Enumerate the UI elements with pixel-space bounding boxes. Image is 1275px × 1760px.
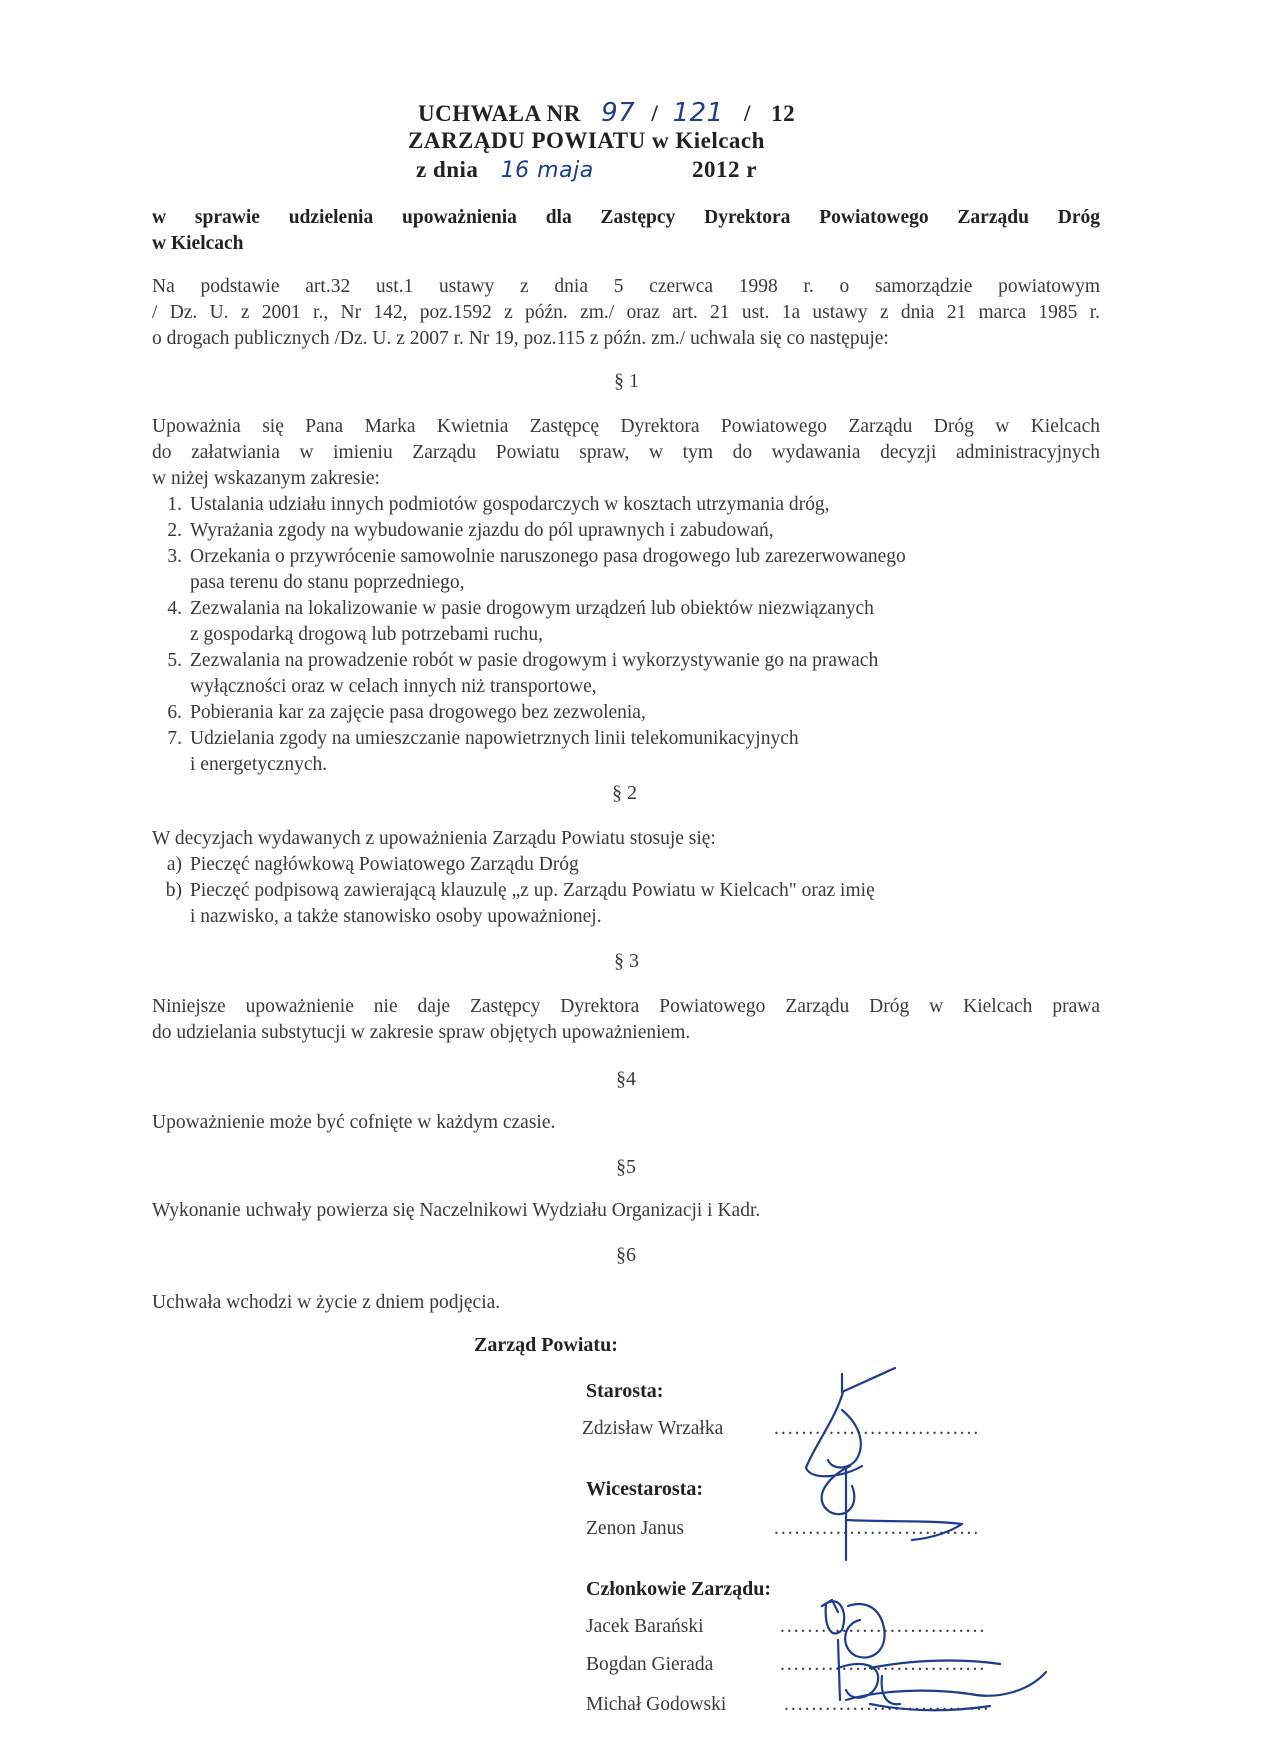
section-4-text: Upoważnienie może być cofnięte w każdym czasie. [152, 1112, 556, 1133]
member-name-1: Jacek Barański [586, 1616, 704, 1637]
list-item-number: 4. [167, 598, 182, 619]
starosta-name: Zdzisław Wrzałka [582, 1418, 724, 1439]
section-6-heading: §6 [616, 1244, 636, 1266]
section-5-heading: §5 [616, 1156, 636, 1178]
section-1-heading: § 1 [614, 370, 639, 392]
separator-2: / [743, 101, 751, 126]
signature-line: .............................. [774, 1518, 981, 1539]
section-2-intro: W decyzjach wydawanych z upoważnienia Zarządu Powiatu stosuje się: [152, 828, 716, 849]
list-item-number: 3. [167, 546, 182, 567]
section-3-heading: § 3 [614, 950, 639, 972]
list-item [152, 596, 874, 622]
date-line [416, 157, 757, 183]
list-item-mark: b) [165, 880, 182, 901]
handwritten-number-2: 121 [672, 98, 724, 128]
list-item-number: 7. [167, 728, 182, 749]
section-6-text: Uchwała wchodzi w życie z dniem podjęcia. [152, 1292, 501, 1313]
list-item [152, 878, 875, 904]
list-item [152, 648, 878, 674]
list-item-text: Orzekania o przywrócenie samowolnie naruszonego pasa drogowego lub zarezerwowanego [190, 546, 906, 567]
list-item-continuation: pasa terenu do stanu poprzedniego, [190, 572, 465, 593]
resolution-prefix: UCHWAŁA NR [418, 101, 581, 126]
list-item [152, 518, 774, 544]
list-item-number: 6. [167, 702, 182, 723]
separator-1: / [651, 101, 659, 126]
member-name-3: Michał Godowski [586, 1694, 727, 1715]
signature-line: .............................. [780, 1654, 987, 1675]
subject-line-1: w sprawie udzielenia upoważnienia dla Zastępcy Dyrektora Powiatowego Zarządu Dróg [152, 207, 1100, 228]
signature-line: .............................. [774, 1418, 981, 1439]
signature-line: .............................. [784, 1694, 991, 1715]
list-item-number: 2. [167, 520, 182, 541]
list-item-number: 1. [167, 494, 182, 515]
section-4-heading: §4 [616, 1068, 636, 1090]
list-item-text: Udzielania zgody na umieszczanie napowietrznych linii telekomunikacyjnych [190, 728, 799, 749]
list-item [152, 726, 799, 752]
list-item-continuation: wyłączności oraz w celach innych niż transportowe, [190, 676, 597, 697]
signature-line: .............................. [780, 1616, 987, 1637]
subject-line-2: w Kielcach [152, 233, 244, 254]
list-item [152, 544, 1100, 570]
resolution-year-suffix: 12 [771, 101, 796, 126]
date-year: 2012 r [691, 157, 757, 182]
wicestarosta-label: Wicestarosta: [586, 1478, 704, 1500]
list-item [152, 700, 646, 726]
handwritten-date: 16 maja [500, 158, 594, 183]
starosta-label: Starosta: [586, 1380, 664, 1402]
list-item-text: Pieczęć nagłówkową Powiatowego Zarządu Dróg [190, 854, 579, 875]
list-item-continuation: i energetycznych. [190, 754, 328, 775]
preamble-line-1: Na podstawie art.32 ust.1 ustawy z dnia 5 czerwca 1998 r. o samorządzie powiatowym [152, 276, 1100, 297]
section-3-line-2: do udzielania substytucji w zakresie spraw objętych upoważnieniem. [152, 1022, 691, 1043]
list-item-text: Ustalania udziału innych podmiotów gospodarczych w kosztach utrzymania dróg, [190, 494, 830, 515]
list-item-text: Pobierania kar za zajęcie pasa drogowego bez zezwolenia, [190, 702, 646, 723]
section-1-intro-line-2: do załatwiania w imieniu Zarządu Powiatu spraw, w tym do wydawania decyzji administracyjnych [152, 442, 1100, 463]
preamble-line-2: / Dz. U. z 2001 r., Nr 142, poz.1592 z późn. zm./ oraz art. 21 ust. 1a ustawy z dnia 21 marca 1985 r. [152, 302, 1100, 323]
board-label: Zarząd Powiatu: [474, 1334, 618, 1356]
list-item-text: Pieczęć podpisową zawierającą klauzulę „z up. Zarządu Powiatu w Kielcach" oraz imię [190, 880, 875, 901]
list-item-text: Zezwalania na prowadzenie robót w pasie drogowym i wykorzystywanie go na prawach [190, 650, 879, 671]
date-prefix: z dnia [416, 157, 479, 182]
list-item-mark: a) [166, 854, 182, 875]
handwritten-number-1: 97 [601, 98, 636, 128]
section-5-text: Wykonanie uchwały powierza się Naczelnikowi Wydziału Organizacji i Kadr. [152, 1200, 761, 1221]
section-3-line-1: Niniejsze upoważnienie nie daje Zastępcy Dyrektora Powiatowego Zarządu Dróg w Kielcach prawa [152, 996, 1100, 1017]
board-name-line: ZARZĄDU POWIATU w Kielcach [408, 128, 765, 153]
member-name-2: Bogdan Gierada [586, 1654, 714, 1675]
list-item [152, 852, 579, 878]
members-label: Członkowie Zarządu: [586, 1578, 771, 1600]
list-item-text: Wyrażania zgody na wybudowanie zjazdu do pól uprawnych i zabudowań, [190, 520, 774, 541]
list-item-continuation: i nazwisko, a także stanowisko osoby upoważnionej. [190, 906, 602, 927]
section-1-intro-line-3: w niżej wskazanym zakresie: [152, 468, 380, 489]
wicestarosta-name: Zenon Janus [586, 1518, 685, 1539]
list-item-continuation: z gospodarką drogową lub potrzebami ruchu, [190, 624, 544, 645]
list-item-text: Zezwalania na lokalizowanie w pasie drogowym urządzeń lub obiektów niezwiązanych [190, 598, 874, 619]
section-2-heading: § 2 [612, 782, 637, 804]
list-item-number: 5. [167, 650, 182, 671]
signature-wicestarosta [822, 1466, 962, 1560]
section-1-intro-line-1: Upoważnia się Pana Marka Kwietnia Zastępcę Dyrektora Powiatowego Zarządu Dróg w Kielcach [152, 416, 1100, 437]
resolution-number-line [418, 98, 795, 128]
list-item [152, 492, 830, 518]
preamble-line-3: o drogach publicznych /Dz. U. z 2007 r. Nr 19, poz.115 z późn. zm./ uchwala się co następuje: [152, 328, 889, 349]
